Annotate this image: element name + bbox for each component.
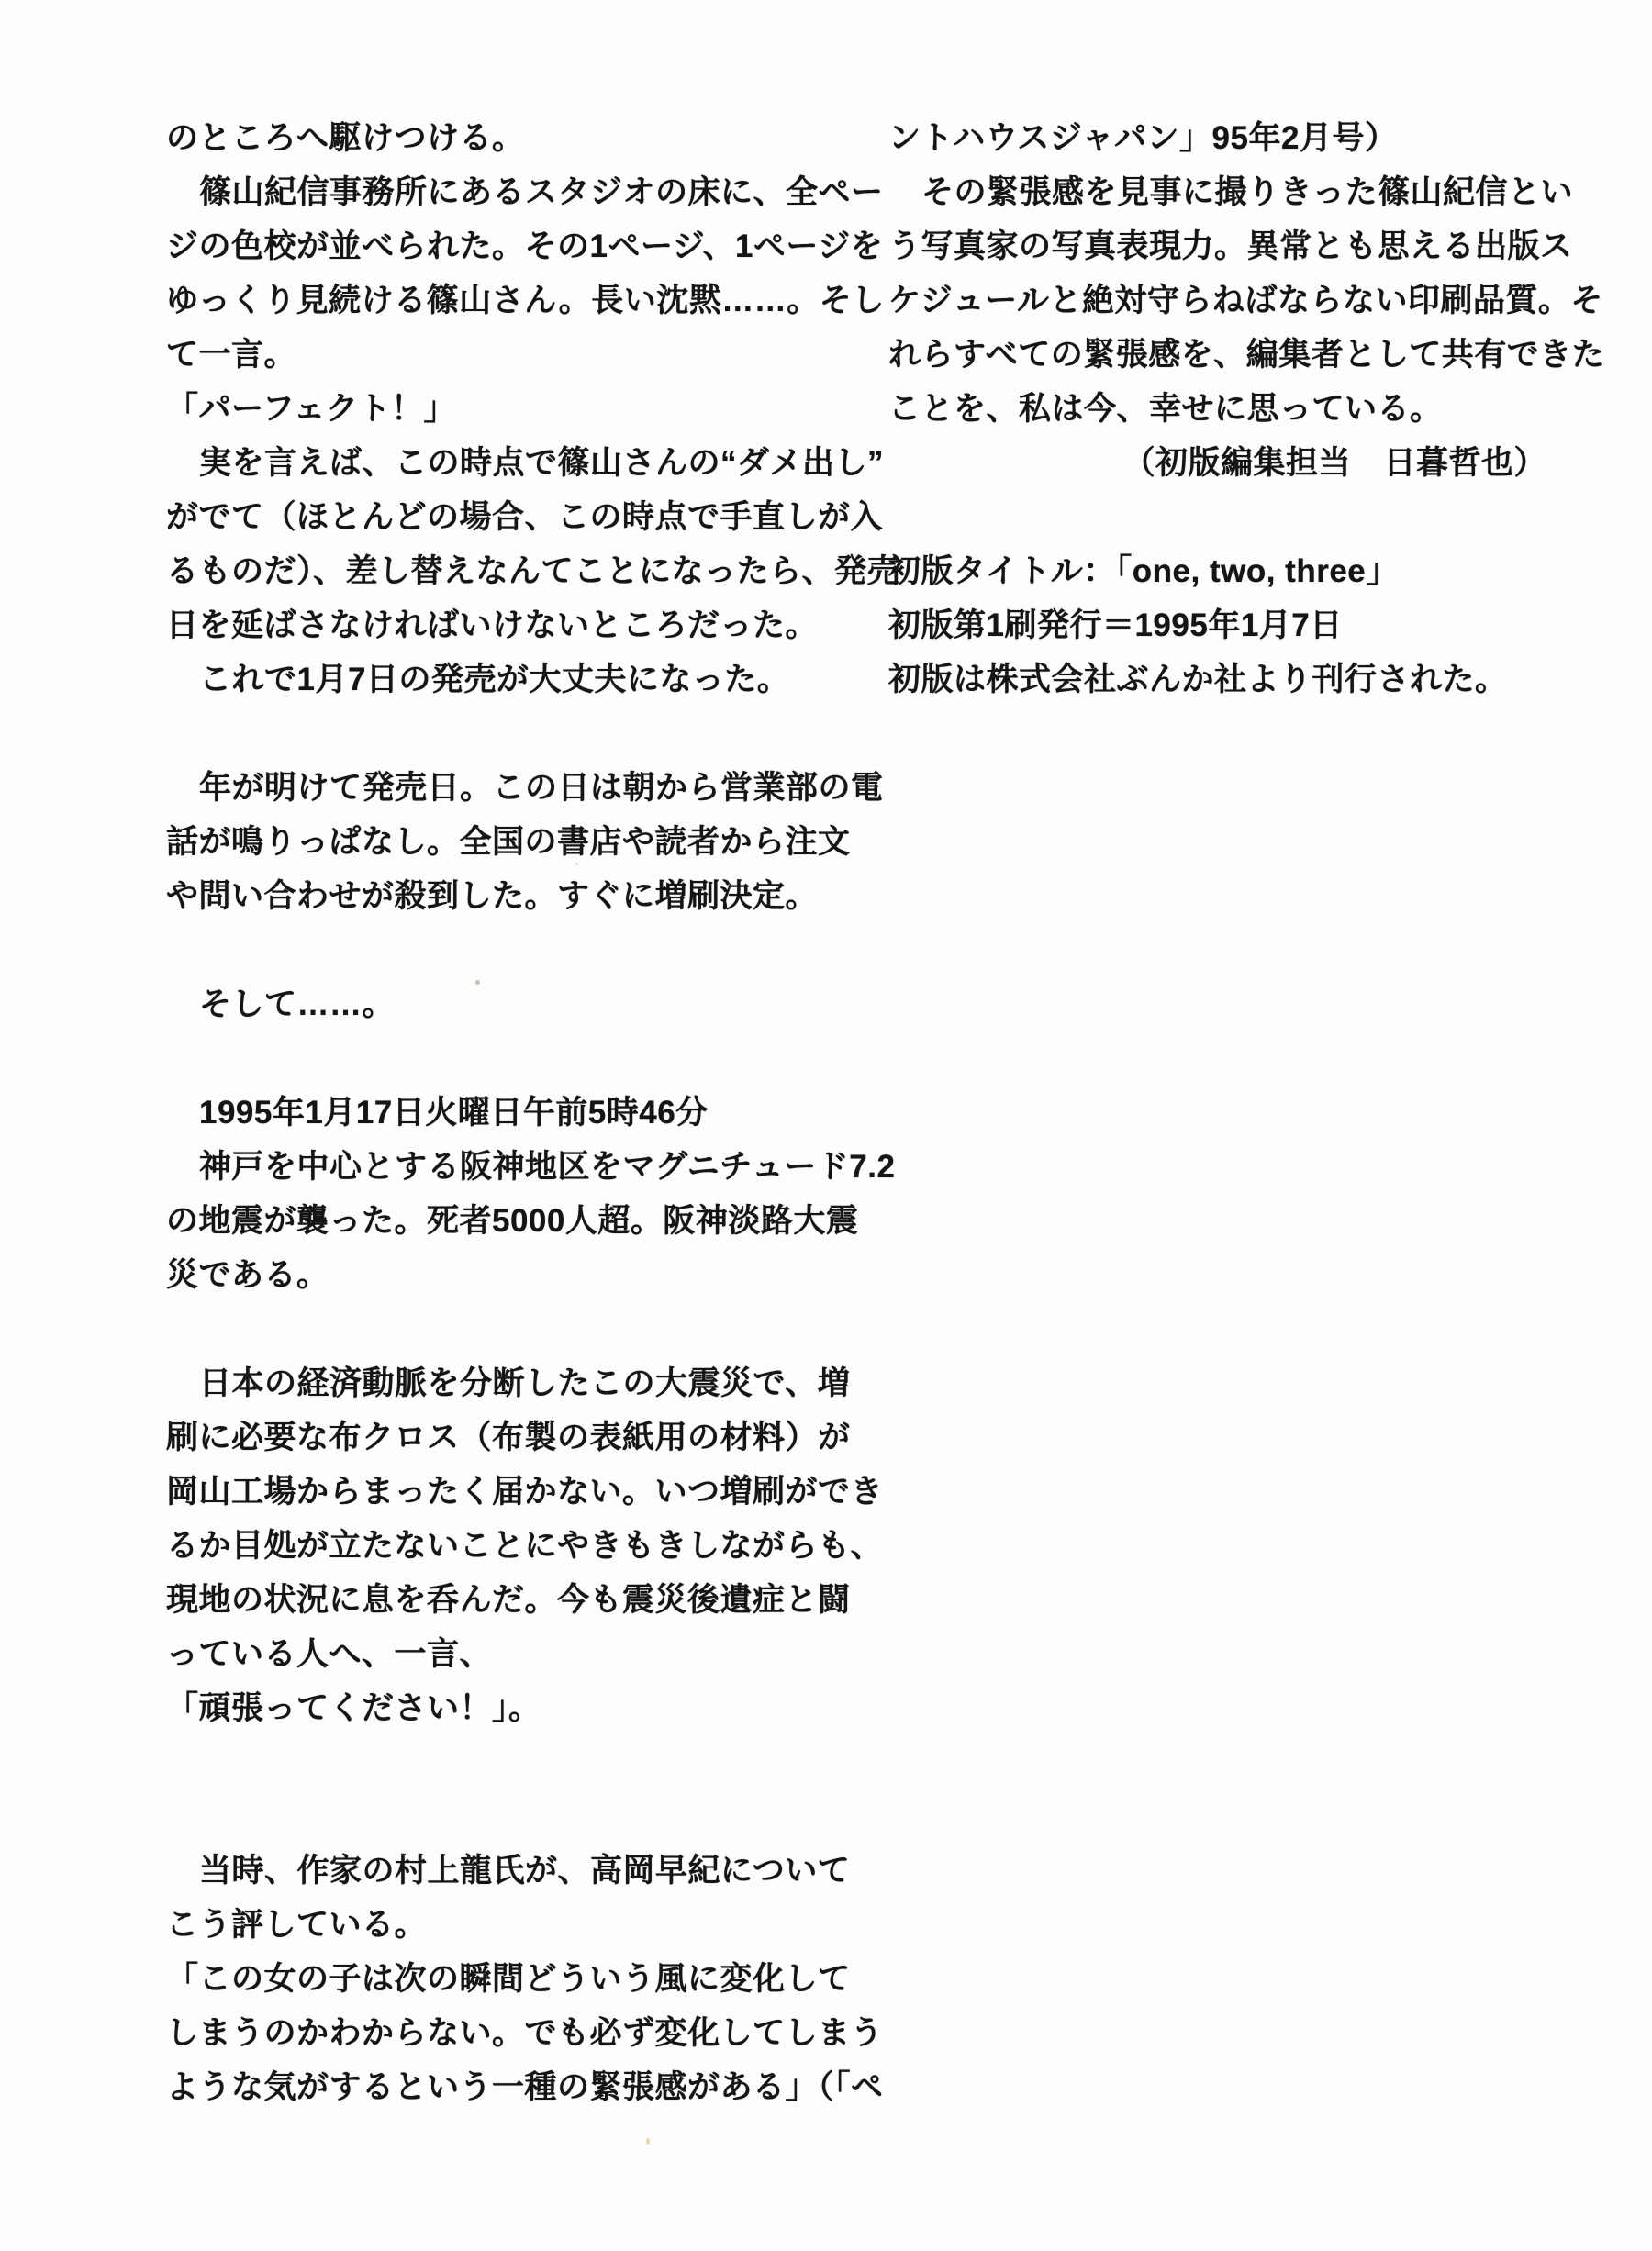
- text-line: 初版第1刷発行＝1995年1月7日: [888, 607, 1343, 643]
- left-text-column: [166, 111, 900, 2114]
- text-line: 日を延ばさなければいけないところだった。: [166, 607, 819, 643]
- text-line: 「頑張ってください！」。: [166, 1690, 541, 1726]
- text-line: （初版編集担当 日暮哲也）: [1122, 445, 1546, 481]
- text-line: ケジュールと絶対守らねばならない印刷品質。そ: [888, 283, 1603, 318]
- text-line: う写真家の写真表現力。異常とも思える出版ス: [888, 228, 1573, 264]
- text-line: 「この女の子は次の瞬間どういう風に変化して: [166, 1961, 851, 1997]
- text-line: ジの色校が並べられた。その1ページ、1ページを: [166, 228, 884, 264]
- text-line: 篠山紀信事務所にあるスタジオの床に、全ペー: [199, 174, 884, 210]
- scan-speck: [646, 2138, 650, 2145]
- text-line: れらすべての緊張感を、編集者として共有できた: [888, 337, 1605, 373]
- text-line: その緊張感を見事に撮りきった篠山紀信とい: [921, 174, 1574, 210]
- text-line: 神戸を中心とする阪神地区をマグニチュード7.2: [199, 1149, 896, 1185]
- text-line: 災である。: [166, 1257, 329, 1293]
- text-line: これで1月7日の発売が大丈夫になった。: [199, 662, 790, 697]
- text-line: 話が鳴りっぱなし。全国の書店や読者から注文: [166, 824, 851, 860]
- text-line: 年が明けて発売日。この日は朝から営業部の電: [199, 770, 884, 806]
- text-line: がでて（ほとんどの場合、この時点で手直しが入: [166, 499, 884, 535]
- text-line: 初版タイトル：「one, two, three」: [888, 553, 1399, 589]
- text-line: 刷に必要な布クロス（布製の表紙用の材料）が: [166, 1420, 851, 1455]
- right-text-column: [888, 111, 1605, 707]
- text-line: て一言。: [166, 337, 297, 373]
- scan-speck: [475, 980, 480, 985]
- text-line: るものだ）、差し替えなんてことになったら、発売: [166, 553, 900, 589]
- text-line: しまうのかわからない。でも必ず変化してしまう: [166, 2015, 884, 2051]
- text-line: ゆっくり見続ける篠山さん。長い沈黙……。そし: [166, 283, 885, 318]
- text-line: るか目処が立たないことにやきもきしながらも、: [166, 1528, 884, 1564]
- text-line: のところへ駆けつける。: [166, 120, 525, 156]
- text-line: 岡山工場からまったく届かない。いつ増刷ができ: [166, 1474, 884, 1510]
- text-line: 実を言えば、この時点で篠山さんの“ダメ出し”: [199, 445, 885, 481]
- text-line: 日本の経済動脈を分断したこの大震災で、増: [199, 1365, 851, 1401]
- text-line: 1995年1月17日火曜日午前5時46分: [199, 1095, 709, 1131]
- text-line: っている人へ、一言、: [166, 1636, 493, 1672]
- scan-speck: [575, 863, 578, 865]
- text-line: 初版は株式会社ぶんか社より刊行された。: [888, 662, 1508, 697]
- text-line: ことを、私は今、幸せに思っている。: [888, 391, 1443, 427]
- text-line: ような気がするという一種の緊張感がある」（「ペ: [166, 2069, 884, 2105]
- text-line: こう評している。: [166, 1907, 428, 1943]
- text-line: ントハウスジャパン」95年2月号）: [888, 120, 1398, 156]
- text-line: 現地の状況に息を呑んだ。今も震災後遺症と闘: [166, 1582, 851, 1618]
- text-line: そして……。: [199, 986, 396, 1022]
- text-line: 「パーフェクト！」: [166, 391, 457, 427]
- text-line: 当時、作家の村上龍氏が、高岡早紀について: [199, 1853, 851, 1889]
- text-line: の地震が襲った。死者5000人超。阪神淡路大震: [166, 1203, 859, 1239]
- text-line: や問い合わせが殺到した。すぐに増刷決定。: [166, 878, 819, 914]
